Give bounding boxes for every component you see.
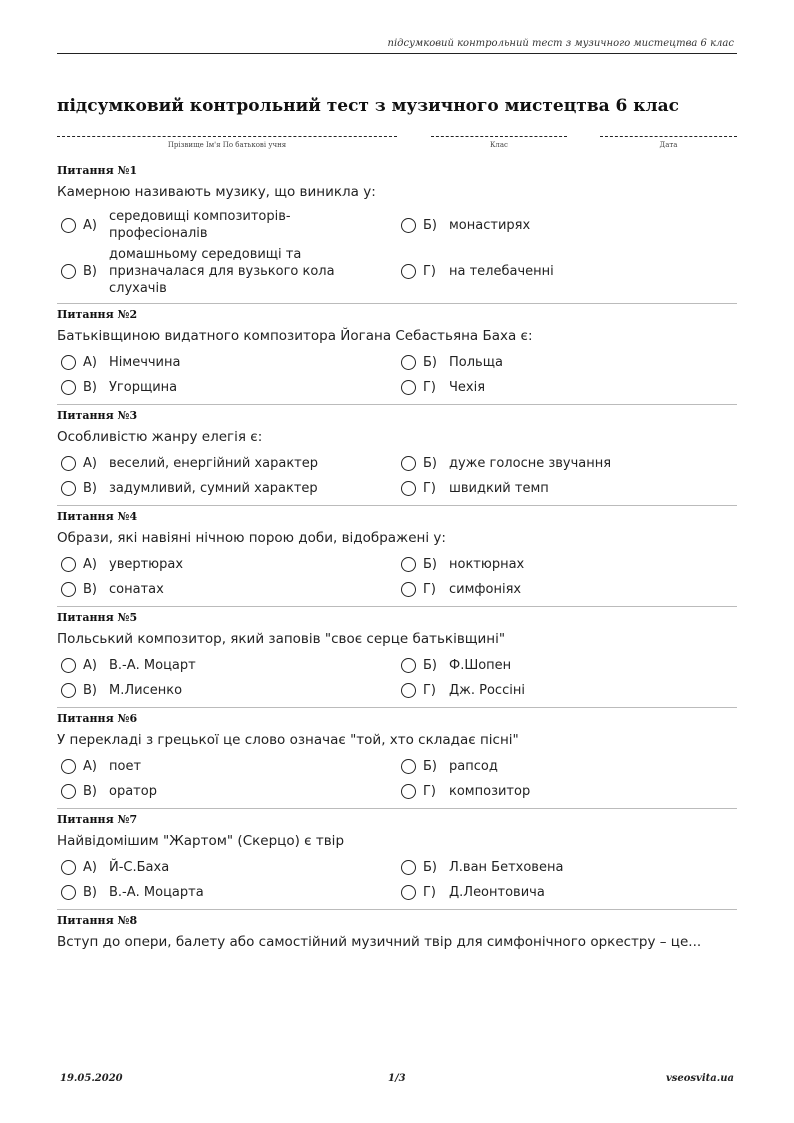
option-text: поет	[109, 759, 142, 774]
option-text: Польща	[449, 355, 503, 370]
option-letter: В)	[83, 264, 97, 279]
option-letter: В)	[83, 885, 97, 900]
option-text: дуже голосне звучання	[449, 456, 612, 471]
name-field-line	[57, 128, 397, 137]
option-text: Д.Леонтовича	[449, 885, 545, 900]
class-field-caption: Клас	[490, 141, 508, 149]
question-text: У перекладі з грецької це слово означає "той, хто складає пісні"	[57, 732, 519, 748]
radio-circle-icon[interactable]	[401, 759, 416, 774]
answer-option[interactable]	[397, 554, 737, 575]
option-text: М.Лисенко	[109, 683, 183, 698]
radio-circle-icon[interactable]	[401, 456, 416, 471]
answer-option[interactable]	[57, 680, 397, 701]
option-text: рапсод	[449, 759, 498, 774]
option-letter: А)	[83, 355, 97, 370]
footer-site: vseosvita.ua	[665, 1073, 734, 1084]
option-letter: Б)	[423, 658, 437, 673]
question-label: Питання №4	[57, 510, 138, 523]
option-text: веселий, енергійний характер	[109, 456, 318, 471]
radio-circle-icon[interactable]	[401, 557, 416, 572]
option-text: задумливий, сумний характер	[109, 481, 318, 496]
answer-options	[57, 554, 737, 600]
answer-option[interactable]	[57, 352, 397, 373]
option-letter: Г)	[423, 683, 436, 698]
option-letter: А)	[83, 557, 97, 572]
option-text: Угорщина	[109, 380, 178, 395]
question-label: Питання №6	[57, 712, 138, 725]
radio-circle-icon[interactable]	[401, 481, 416, 496]
radio-circle-icon[interactable]	[401, 355, 416, 370]
radio-circle-icon[interactable]	[61, 557, 76, 572]
answer-option[interactable]	[57, 554, 397, 575]
option-letter: Б)	[423, 557, 437, 572]
option-text: увертюрах	[109, 557, 184, 572]
answer-option[interactable]	[57, 579, 397, 600]
question-text: Польський композитор, який заповів "своє серце батьківщині"	[57, 631, 506, 647]
option-letter: А)	[83, 217, 97, 233]
radio-circle-icon[interactable]	[61, 683, 76, 698]
date-field-caption: Дата	[659, 141, 678, 149]
radio-circle-icon[interactable]	[61, 582, 76, 597]
radio-circle-icon[interactable]	[401, 218, 416, 233]
answer-option[interactable]	[57, 453, 397, 474]
option-letter: Г)	[423, 380, 436, 395]
radio-circle-icon[interactable]	[61, 218, 76, 233]
option-letter: Б)	[423, 355, 437, 370]
name-field[interactable]	[57, 128, 397, 149]
answer-option[interactable]	[57, 377, 397, 398]
radio-circle-icon[interactable]	[61, 481, 76, 496]
question-block	[57, 506, 737, 607]
question-label: Питання №2	[57, 308, 138, 321]
header-rule	[57, 53, 737, 54]
answer-options	[57, 352, 737, 398]
radio-circle-icon[interactable]	[61, 355, 76, 370]
answer-option[interactable]	[397, 781, 737, 802]
answer-option[interactable]	[397, 756, 737, 777]
answer-options	[57, 756, 737, 802]
answer-option[interactable]	[397, 352, 737, 373]
question-label: Питання №5	[57, 611, 138, 624]
answer-options	[57, 655, 737, 701]
answer-option[interactable]	[397, 453, 737, 474]
answer-option[interactable]	[57, 756, 397, 777]
radio-circle-icon[interactable]	[401, 582, 416, 597]
running-header: підсумковий контрольний тест з музичного мистецтва 6 клас	[387, 38, 734, 49]
radio-circle-icon[interactable]	[61, 456, 76, 471]
option-letter: В)	[83, 683, 97, 698]
question-text: Образи, які навіяні нічною порою доби, відображені у:	[57, 530, 446, 546]
answer-option[interactable]	[57, 882, 397, 903]
answer-option[interactable]	[397, 208, 737, 242]
answer-options	[57, 453, 737, 499]
radio-circle-icon[interactable]	[401, 860, 416, 875]
option-text: монастирях	[449, 217, 531, 233]
answer-option[interactable]	[57, 857, 397, 878]
radio-circle-icon[interactable]	[401, 380, 416, 395]
answer-option[interactable]	[57, 655, 397, 676]
option-text: В.-А. Моцарта	[109, 885, 204, 900]
question-label: Питання №8	[57, 914, 138, 927]
option-letter: Б)	[423, 759, 437, 774]
question-label: Питання №1	[57, 164, 138, 177]
option-text: сонатах	[109, 582, 164, 597]
radio-circle-icon[interactable]	[61, 759, 76, 774]
option-text: Ф.Шопен	[449, 658, 512, 673]
radio-circle-icon[interactable]	[401, 658, 416, 673]
footer-date: 19.05.2020	[60, 1073, 123, 1084]
question-label: Питання №3	[57, 409, 138, 422]
radio-circle-icon[interactable]	[61, 860, 76, 875]
option-letter: В)	[83, 582, 97, 597]
option-letter: Б)	[423, 860, 437, 875]
class-field-line	[431, 128, 567, 137]
option-letter: Г)	[423, 784, 436, 799]
option-text: середовищі композиторів-професіоналів	[109, 209, 291, 241]
answer-option[interactable]	[57, 478, 397, 499]
page-footer	[60, 1073, 734, 1087]
class-field[interactable]	[431, 128, 567, 149]
question-block	[57, 910, 737, 964]
answer-option[interactable]	[57, 208, 397, 242]
option-text: симфоніях	[449, 582, 522, 597]
question-text: Камерною називають музику, що виникла у:	[57, 184, 376, 200]
option-text: В.-А. Моцарт	[109, 658, 196, 673]
question-block	[57, 607, 737, 708]
answer-option[interactable]	[397, 246, 737, 297]
radio-circle-icon[interactable]	[61, 885, 76, 900]
question-text: Вступ до опери, балету або самостійний музичний твір для симфонічного оркестру – це...	[57, 934, 702, 950]
question-label: Питання №7	[57, 813, 138, 826]
answer-option[interactable]	[397, 882, 737, 903]
option-text: Німеччина	[109, 355, 181, 370]
answer-option[interactable]	[397, 857, 737, 878]
option-letter: Б)	[423, 456, 437, 471]
option-letter: Г)	[423, 264, 436, 279]
option-letter: В)	[83, 481, 97, 496]
radio-circle-icon[interactable]	[61, 380, 76, 395]
radio-circle-icon[interactable]	[61, 658, 76, 673]
radio-circle-icon[interactable]	[401, 264, 416, 279]
option-letter: А)	[83, 860, 97, 875]
question-text: Батьківщиною видатного композитора Йогана Себастьяна Баха є:	[57, 328, 533, 344]
radio-circle-icon[interactable]	[401, 885, 416, 900]
radio-circle-icon[interactable]	[61, 264, 76, 279]
answer-options	[57, 857, 737, 903]
option-letter: А)	[83, 759, 97, 774]
answer-option[interactable]	[57, 246, 397, 297]
student-info-fields	[57, 128, 737, 154]
date-field-line	[600, 128, 737, 137]
question-text: Найвідомішим "Жартом" (Скерцо) є твір	[57, 833, 345, 849]
option-text: швидкий темп	[449, 481, 549, 496]
question-text: Особливістю жанру елегія є:	[57, 429, 263, 445]
question-block	[57, 405, 737, 506]
radio-circle-icon[interactable]	[401, 683, 416, 698]
option-text: ноктюрнах	[449, 557, 525, 572]
option-letter: Б)	[423, 217, 437, 233]
radio-circle-icon[interactable]	[61, 784, 76, 799]
option-letter: Г)	[423, 481, 436, 496]
option-letter: А)	[83, 658, 97, 673]
answer-option[interactable]	[397, 655, 737, 676]
question-block	[57, 304, 737, 405]
option-letter: Г)	[423, 885, 436, 900]
question-block	[57, 809, 737, 910]
radio-circle-icon[interactable]	[401, 784, 416, 799]
option-text: на телебаченні	[449, 264, 554, 279]
page-title: підсумковий контрольний тест з музичного мистецтва 6 клас	[57, 96, 679, 116]
answer-option[interactable]	[397, 478, 737, 499]
option-letter: В)	[83, 380, 97, 395]
answer-options	[57, 208, 737, 297]
question-block	[57, 160, 737, 304]
option-text: Й-С.Баха	[109, 860, 170, 875]
option-text: оратор	[109, 784, 157, 799]
option-text: домашньому середовищі та призначалася для вузького кола слухачів	[109, 247, 335, 296]
option-text: Л.ван Бетховена	[449, 860, 564, 875]
option-letter: А)	[83, 456, 97, 471]
footer-page-number: 1/3	[388, 1073, 406, 1084]
answer-option[interactable]	[57, 781, 397, 802]
name-field-caption: Прізвище Ім'я По батькові учня	[167, 141, 287, 149]
questions-list	[57, 160, 737, 964]
option-text: композитор	[449, 784, 531, 799]
option-letter: Г)	[423, 582, 436, 597]
answer-option[interactable]	[397, 680, 737, 701]
option-letter: В)	[83, 784, 97, 799]
question-block	[57, 708, 737, 809]
answer-option[interactable]	[397, 377, 737, 398]
date-field[interactable]	[600, 128, 737, 149]
answer-option[interactable]	[397, 579, 737, 600]
option-text: Дж. Россіні	[449, 683, 525, 698]
option-text: Чехія	[449, 380, 486, 395]
